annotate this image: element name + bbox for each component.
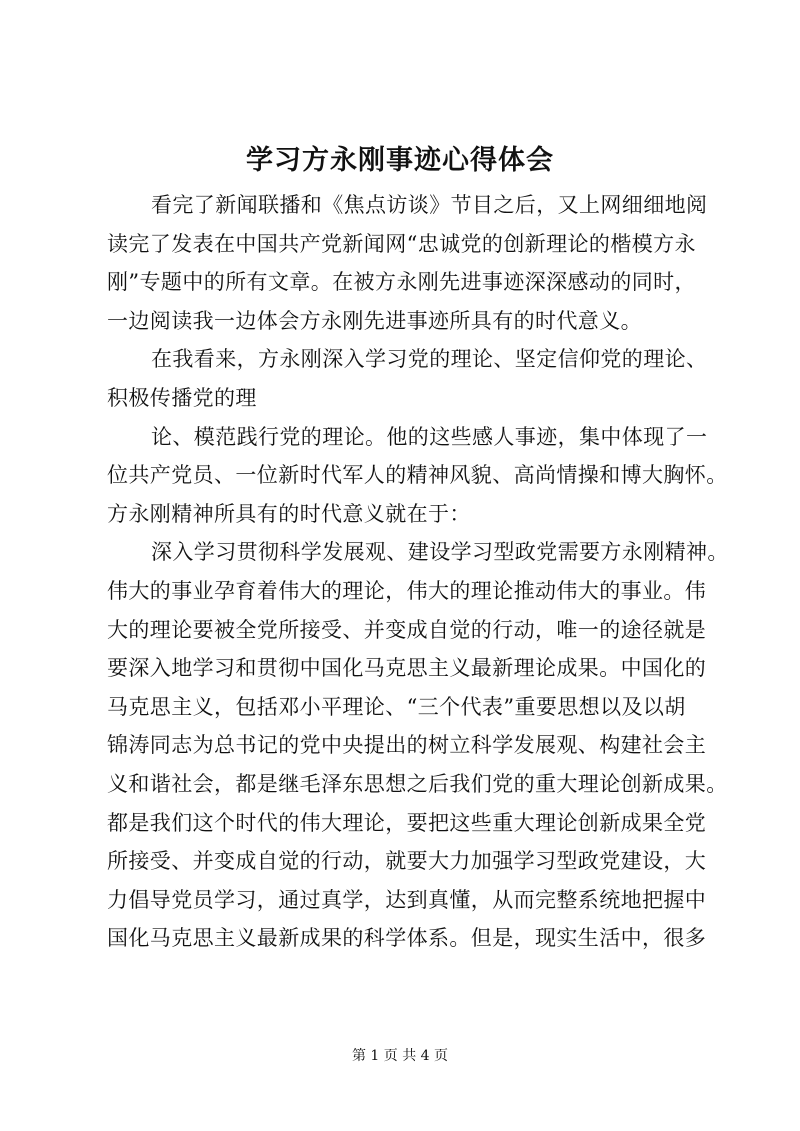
body-line: 伟大的事业孕育着伟大的理论，伟大的理论推动伟大的事业。伟: [107, 578, 707, 603]
body-line: 积极传播党的理: [107, 385, 257, 410]
body-line: 刚”专题中的所有文章。在被方永刚先进事迹深深感动的同时，: [107, 270, 696, 295]
body-line: 锦涛同志为总书记的党中央提出的树立科学发展观、构建社会主: [107, 733, 707, 758]
body-line: 马克思主义，包括邓小平理论、“三个代表”重要思想以及以胡: [107, 694, 686, 719]
body-line: 看完了新闻联播和《焦点访谈》节目之后，又上网细细地阅: [151, 193, 708, 217]
body-line: 要深入地学习和贯彻中国化马克思主义最新理论成果。中国化的: [107, 656, 707, 681]
body-line: 义和谐社会，都是继毛泽东思想之后我们党的重大理论创新成果。: [107, 771, 728, 796]
body-line: 都是我们这个时代的伟大理论，要把这些重大理论创新成果全党: [107, 810, 707, 835]
body-line: 论、模范践行党的理论。他的这些感人事迹，集中体现了一: [151, 424, 708, 449]
body-line: 国化马克思主义最新成果的科学体系。但是，现实生活中，很多: [107, 926, 707, 951]
body-line: 方永刚精神所具有的时代意义就在于：: [107, 501, 471, 526]
body-line: 力倡导党员学习，通过真学，达到真懂，从而完整系统地把握中: [107, 887, 707, 912]
document-title: 学习方永刚事迹心得体会: [246, 145, 554, 176]
body-line: 大的理论要被全党所接受、并变成自觉的行动，唯一的途径就是: [107, 617, 707, 642]
body-line: 一边阅读我一边体会方永刚先进事迹所具有的时代意义。: [107, 308, 642, 333]
body-line: 读完了发表在中国共产党新闻网“忠诚党的创新理论的楷模方永: [107, 231, 696, 256]
body-line: 在我看来，方永刚深入学习党的理论、坚定信仰党的理论、: [151, 347, 708, 372]
page-footer: 第 1 页 共 4 页: [351, 1048, 449, 1064]
document-body: [107, 186, 729, 958]
body-line: 位共产党员、一位新时代军人的精神风貌、高尚情操和博大胸怀。: [107, 463, 728, 488]
body-line: 深入学习贯彻科学发展观、建设学习型政党需要方永刚精神。: [151, 540, 729, 565]
body-line: 所接受、并变成自觉的行动，就要大力加强学习型政党建设，大: [107, 849, 707, 874]
